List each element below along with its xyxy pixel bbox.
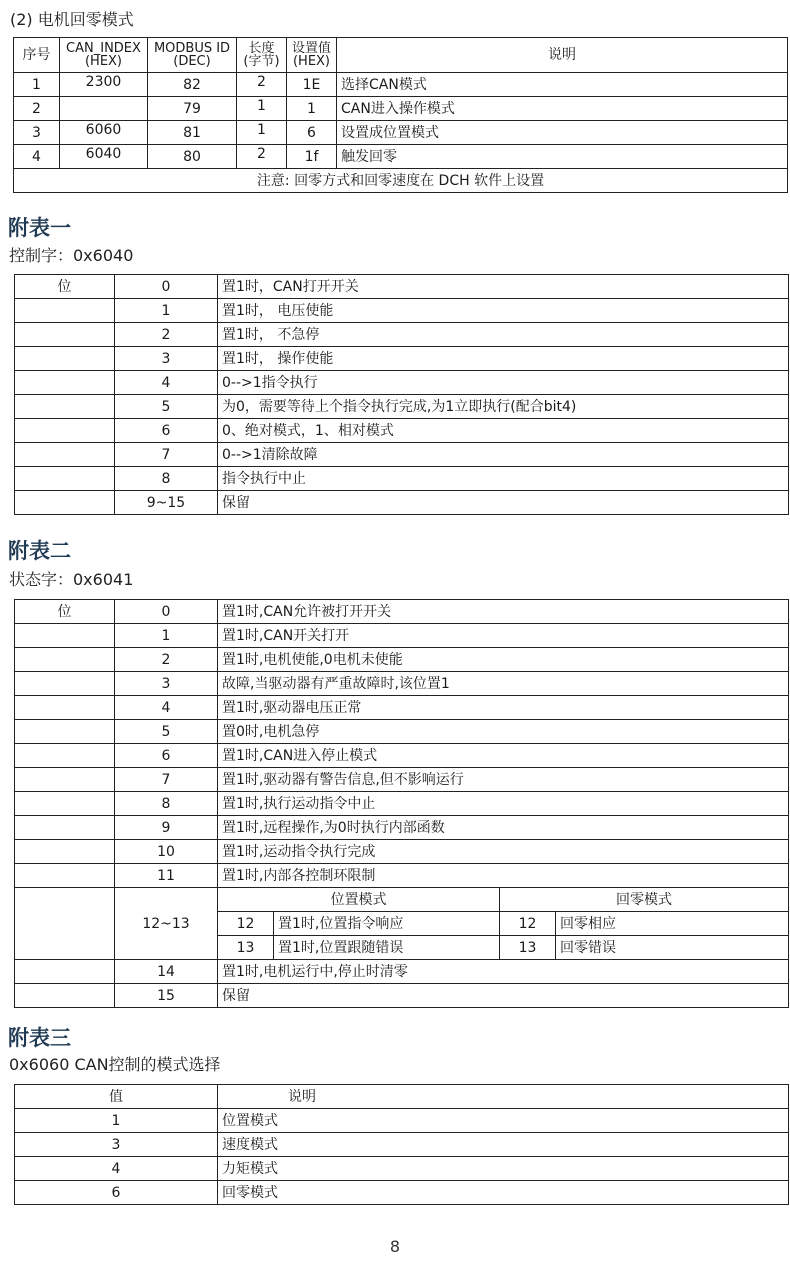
cell-value: 3 (15, 1133, 218, 1157)
cell-length: 1 (237, 121, 287, 145)
cell-length: 2 (237, 145, 287, 169)
cell-desc: 置1时， 操作使能 (218, 347, 789, 371)
header-line: (HEX) (292, 54, 331, 69)
table-row (15, 299, 789, 323)
table-row (14, 73, 788, 97)
cell-value: 6 (287, 121, 337, 145)
cell-desc: 置0时,电机急停 (218, 720, 789, 744)
table-row (15, 491, 789, 515)
cell-desc: 保留 (218, 984, 789, 1008)
col-header-desc: 说明 (218, 1085, 789, 1109)
cell-desc: 故障,当驱动器有严重故障时,该位置1 (218, 672, 789, 696)
cell-position-desc: 置1时,位置指令响应 (274, 912, 500, 936)
empty-cell (15, 672, 115, 696)
header-line: 长度 (248, 41, 275, 56)
cell-bit: 2 (115, 323, 218, 347)
table-row (15, 371, 789, 395)
table-note: 注意: 回零方式和回零速度在 DCH 软件上设置 (14, 169, 788, 193)
cell-desc: 0-->1清除故障 (218, 443, 789, 467)
table-row (15, 624, 789, 648)
cell-desc: 置1时,远程操作,为0时执行内部函数 (218, 816, 789, 840)
table-row (15, 984, 789, 1008)
empty-cell (15, 984, 115, 1008)
cell-desc: 保留 (218, 491, 789, 515)
table-note-row (14, 169, 788, 193)
cell-bit: 7 (115, 443, 218, 467)
header-line: (字节) (243, 54, 280, 69)
table-row (15, 648, 789, 672)
empty-cell (15, 960, 115, 984)
empty-cell (15, 816, 115, 840)
empty-cell (15, 347, 115, 371)
cell-bit: 8 (115, 467, 218, 491)
cell-can-index: 2300 (60, 73, 148, 97)
table-row (15, 443, 789, 467)
cell-desc: 回零模式 (218, 1181, 789, 1205)
appendix1-title: 附表一 (8, 216, 71, 240)
cell-position-bit: 13 (218, 936, 274, 960)
cell-desc: 为0，需要等待上个指令执行完成,为1立即执行(配合bit4) (218, 395, 789, 419)
cell-can-index: 6040 (60, 145, 148, 169)
cell-desc: 置1时,CAN开关打开 (218, 624, 789, 648)
header-line: 设置值 (291, 41, 331, 56)
table-row (14, 121, 788, 145)
cell-desc: 置1时， 不急停 (218, 323, 789, 347)
table-row (15, 1157, 789, 1181)
empty-cell (15, 395, 115, 419)
cell-bit: 3 (115, 347, 218, 371)
cell-value: 1f (287, 145, 337, 169)
table-row (15, 419, 789, 443)
col-header-desc: 说明 (337, 38, 788, 73)
table-row (15, 347, 789, 371)
control-word-table (14, 274, 789, 515)
cell-bit: 1 (115, 624, 218, 648)
table-row (15, 792, 789, 816)
cell-bit: 4 (115, 696, 218, 720)
appendix2-title: 附表二 (8, 539, 71, 563)
table-row (15, 720, 789, 744)
cell-can-index: 6060 (60, 121, 148, 145)
cell-bit: 9~15 (115, 491, 218, 515)
cell-position-bit: 12 (218, 912, 274, 936)
table-row (15, 816, 789, 840)
cell-homing-desc: 回零错误 (556, 936, 789, 960)
cell-bit: 5 (115, 720, 218, 744)
cell-bit: 0 (115, 275, 218, 299)
cell-modbus: 81 (148, 121, 237, 145)
cell-bit: 7 (115, 768, 218, 792)
table-row (15, 1109, 789, 1133)
cell-length: 2 (237, 73, 287, 97)
empty-cell (15, 864, 115, 888)
col-header-modbus (148, 38, 237, 73)
cell-desc: 置1时,运动指令执行完成 (218, 840, 789, 864)
cell-value: 4 (15, 1157, 218, 1181)
table-row (15, 840, 789, 864)
col-header-seq: 序号 (14, 38, 60, 73)
table-row (15, 1133, 789, 1157)
empty-cell (15, 467, 115, 491)
empty-cell (15, 491, 115, 515)
cell-bit: 10 (115, 840, 218, 864)
cell-desc: 力矩模式 (218, 1157, 789, 1181)
appendix3-title: 附表三 (8, 1026, 71, 1050)
cell-desc: 置1时,CAN进入停止模式 (218, 744, 789, 768)
table-row (14, 145, 788, 169)
empty-cell (15, 624, 115, 648)
bit-header: 位 (15, 600, 115, 624)
empty-cell (15, 443, 115, 467)
empty-cell (15, 371, 115, 395)
table-row (15, 864, 789, 888)
cell-modbus: 79 (148, 97, 237, 121)
empty-cell (15, 419, 115, 443)
empty-cell (15, 648, 115, 672)
cell-desc: 选择CAN模式 (337, 73, 788, 97)
empty-cell (15, 323, 115, 347)
empty-cell (15, 696, 115, 720)
cell-desc: 置1时， 电压使能 (218, 299, 789, 323)
cell-value: 1 (287, 97, 337, 121)
cell-bit: 8 (115, 792, 218, 816)
header-line: (HEX) (84, 54, 123, 69)
cell-desc: 位置模式 (218, 1109, 789, 1133)
cell-desc: 触发回零 (337, 145, 788, 169)
cell-desc: 置1时,内部各控制环限制 (218, 864, 789, 888)
table-row (15, 323, 789, 347)
cell-desc: 指令执行中止 (218, 467, 789, 491)
cell-desc: 置1时,驱动器有警告信息,但不影响运行 (218, 768, 789, 792)
cell-desc: 置1时,驱动器电压正常 (218, 696, 789, 720)
col-header-can-index (60, 38, 148, 73)
table-row (14, 97, 788, 121)
cell-seq: 3 (14, 121, 60, 145)
header-line: (DEC) (173, 54, 211, 69)
cell-bit: 6 (115, 744, 218, 768)
table-row (15, 768, 789, 792)
cell-position-desc: 置1时,位置跟随错误 (274, 936, 500, 960)
cell-bit: 0 (115, 600, 218, 624)
cell-length: 1 (237, 97, 287, 121)
status-word-table (14, 599, 789, 1008)
homing-mode-header: 回零模式 (500, 888, 789, 912)
cell-bit: 5 (115, 395, 218, 419)
cell-bit: 3 (115, 672, 218, 696)
table-header-row (14, 38, 788, 73)
empty-cell (15, 888, 115, 960)
cell-bit: 11 (115, 864, 218, 888)
empty-cell (15, 744, 115, 768)
cell-value: 1 (15, 1109, 218, 1133)
table-row (15, 275, 789, 299)
cell-desc: 置1时,电机使能,0电机未使能 (218, 648, 789, 672)
empty-cell (15, 792, 115, 816)
cell-bit-12-13: 12~13 (115, 888, 218, 960)
cell-seq: 1 (14, 73, 60, 97)
homing-table (13, 37, 788, 193)
cell-desc: 置1时,执行运动指令中止 (218, 792, 789, 816)
cell-bit: 2 (115, 648, 218, 672)
cell-bit: 6 (115, 419, 218, 443)
table-row (15, 744, 789, 768)
empty-cell (15, 768, 115, 792)
cell-value: 1E (287, 73, 337, 97)
table-row (15, 696, 789, 720)
cell-bit: 9 (115, 816, 218, 840)
appendix2-subtitle: 状态字：0x6041 (9, 570, 134, 589)
mode-header-row (15, 888, 789, 912)
cell-desc: 0-->1指令执行 (218, 371, 789, 395)
position-mode-header: 位置模式 (218, 888, 500, 912)
table-row (15, 960, 789, 984)
cell-desc: 速度模式 (218, 1133, 789, 1157)
cell-bit: 1 (115, 299, 218, 323)
cell-value: 6 (15, 1181, 218, 1205)
cell-desc: 置1时,CAN允许被打开开关 (218, 600, 789, 624)
cell-homing-bit: 12 (500, 912, 556, 936)
cell-seq: 4 (14, 145, 60, 169)
appendix1-subtitle: 控制字：0x6040 (9, 246, 134, 265)
cell-homing-desc: 回零相应 (556, 912, 789, 936)
cell-bit: 4 (115, 371, 218, 395)
cell-desc: 设置成位置模式 (337, 121, 788, 145)
appendix3-subtitle: 0x6060 CAN控制的模式选择 (9, 1055, 221, 1074)
cell-modbus: 82 (148, 73, 237, 97)
col-header-value: 值 (15, 1085, 218, 1109)
mode-select-table (14, 1084, 789, 1205)
section-title: (2) 电机回零模式 (10, 10, 134, 29)
table-row (15, 600, 789, 624)
col-header-length (237, 38, 287, 73)
cell-desc: CAN进入操作模式 (337, 97, 788, 121)
table-row (15, 395, 789, 419)
cell-seq: 2 (14, 97, 60, 121)
cell-bit: 14 (115, 960, 218, 984)
table-row (15, 467, 789, 491)
empty-cell (15, 840, 115, 864)
cell-desc: 置1时，CAN打开开关 (218, 275, 789, 299)
cell-desc: 0、绝对模式，1、相对模式 (218, 419, 789, 443)
table-header-row (15, 1085, 789, 1109)
page-number: 8 (389, 1237, 401, 1256)
bit-header: 位 (15, 275, 115, 299)
header-line: MODBUS ID (153, 41, 231, 56)
table-row (15, 1181, 789, 1205)
table-row (15, 672, 789, 696)
cell-can-index (60, 97, 148, 121)
col-header-setting (287, 38, 337, 73)
cell-modbus: 80 (148, 145, 237, 169)
header-line: CAN_INDEX (66, 41, 141, 56)
cell-bit: 15 (115, 984, 218, 1008)
cell-homing-bit: 13 (500, 936, 556, 960)
empty-cell (15, 720, 115, 744)
cell-desc: 置1时,电机运行中,停止时清零 (218, 960, 789, 984)
empty-cell (15, 299, 115, 323)
